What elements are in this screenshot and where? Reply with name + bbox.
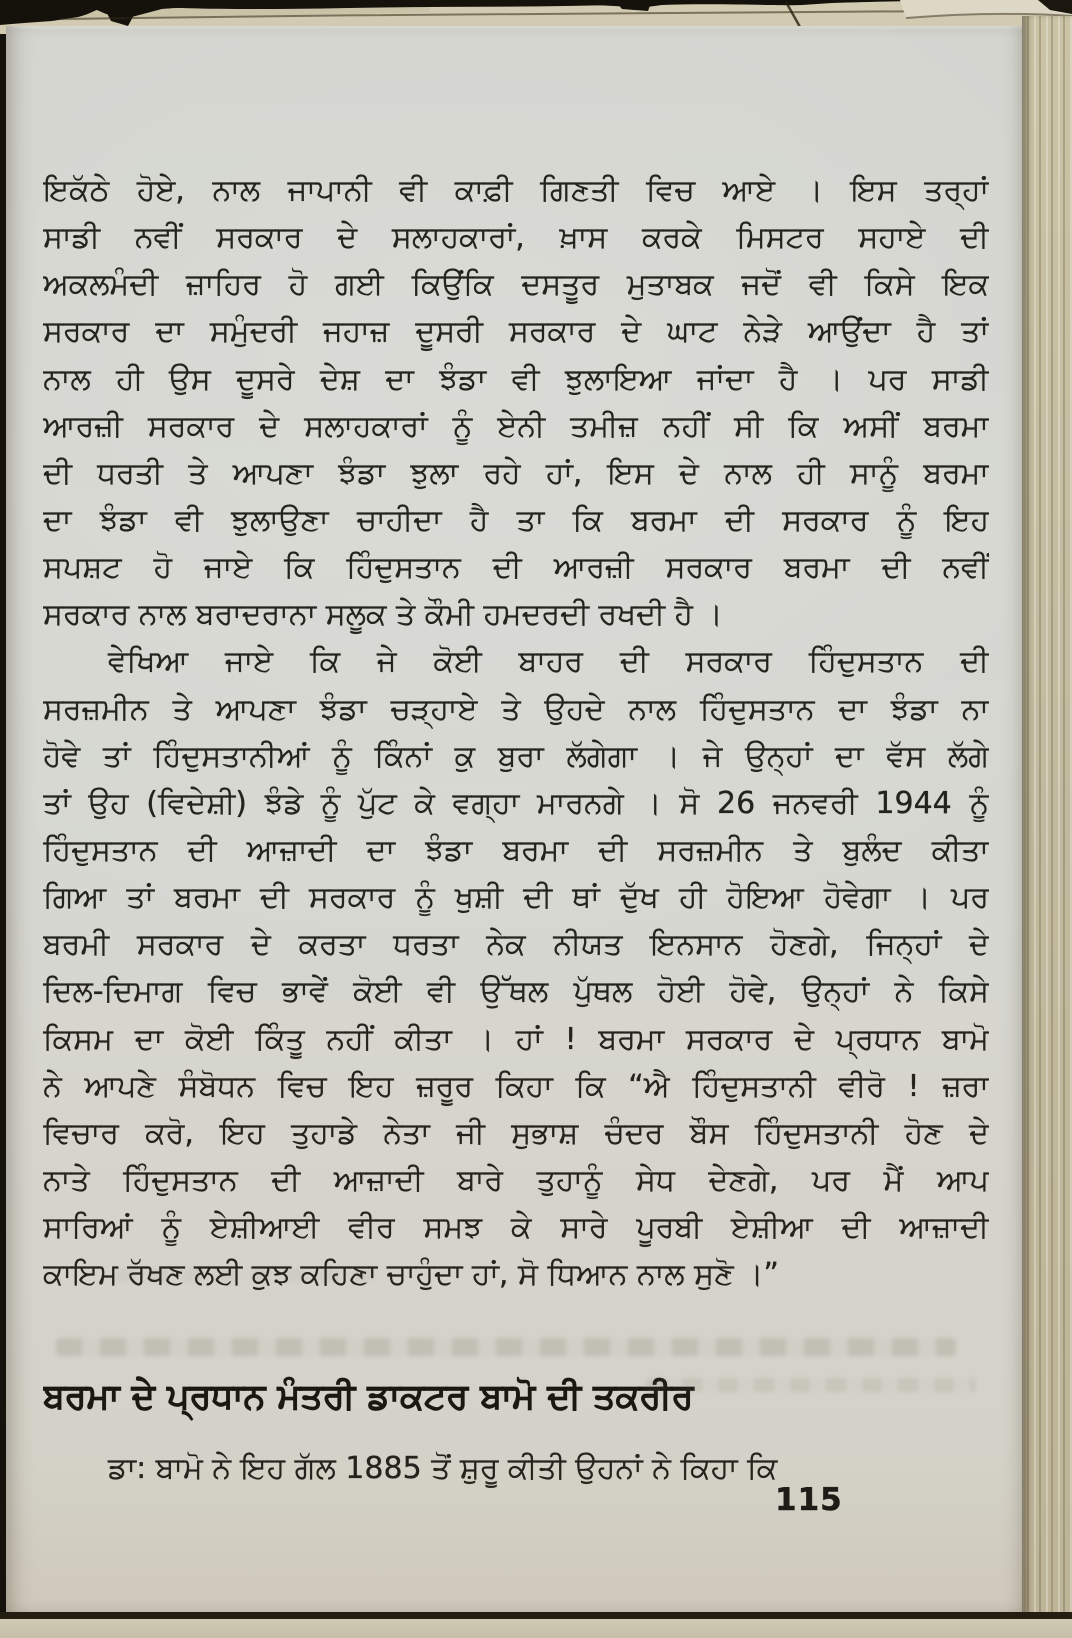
text-line: ਆਰਜ਼ੀ ਸਰਕਾਰ ਦੇ ਸਲਾਹਕਾਰਾਂ ਨੂੰ ਏਨੀ ਤਮੀਜ਼ ਨਹੀਂ ਸੀ ਕਿ ਅਸੀਂ ਬਰਮਾ xyxy=(43,408,989,444)
scan-bottom-edge xyxy=(0,1612,1072,1638)
text-line: ਵੇਖਿਆ ਜਾਏ ਕਿ ਜੇ ਕੋਈ ਬਾਹਰ ਦੀ ਸਰਕਾਰ ਹਿੰਦੁਸਤਾਨ ਦੀ xyxy=(108,644,989,680)
text-line: ਦਾ ਝੰਡਾ ਵੀ ਝੁਲਾਉਣਾ ਚਾਹੀਦਾ ਹੈ ਤਾ ਕਿ ਬਰਮਾ ਦੀ ਸਰਕਾਰ ਨੂੰ ਇਹ xyxy=(43,502,989,538)
text-line: ਤਾਂ ਉਹ (ਵਿਦੇਸ਼ੀ) ਝੰਡੇ ਨੂੰ ਪੁੱਟ ਕੇ ਵਗ੍ਹਾ ਮਾਰਨਗੇ । ਸੋ 26 ਜਨਵਰੀ 1944 ਨੂੰ xyxy=(43,785,989,821)
text-line: ਨੇ ਆਪਣੇ ਸੰਬੋਧਨ ਵਿਚ ਇਹ ਜ਼ਰੂਰ ਕਿਹਾ ਕਿ “ਐ ਹਿੰਦੁਸਤਾਨੀ ਵੀਰੋ ! ਜ਼ਰਾ xyxy=(43,1068,989,1104)
page-stack-edge xyxy=(1022,16,1072,1631)
text-line: ਸਪਸ਼ਟ ਹੋ ਜਾਏ ਕਿ ਹਿੰਦੁਸਤਾਨ ਦੀ ਆਰਜ਼ੀ ਸਰਕਾਰ ਬਰਮਾ ਦੀ ਨਵੀਂ xyxy=(43,550,989,586)
paragraph xyxy=(43,167,989,638)
paragraph xyxy=(43,1445,989,1492)
paragraph xyxy=(43,638,989,1298)
book-page xyxy=(6,26,1024,1612)
text-line: ਦੀ ਧਰਤੀ ਤੇ ਆਪਣਾ ਝੰਡਾ ਝੁਲਾ ਰਹੇ ਹਾਂ, ਇਸ ਦੇ ਨਾਲ ਹੀ ਸਾਨੂੰ ਬਰਮਾ xyxy=(43,455,989,491)
section-heading: ਬਰਮਾ ਦੇ ਪ੍ਰਧਾਨ ਮੰਤਰੀ ਡਾਕਟਰ ਬਾਮੋ ਦੀ ਤਕਰੀਰ xyxy=(43,1377,694,1418)
text-line: ਸਾਡੀ ਨਵੀਂ ਸਰਕਾਰ ਦੇ ਸਲਾਹਕਾਰਾਂ, ਖ਼ਾਸ ਕਰਕੇ ਮਿਸਟਰ ਸਹਾਏ ਦੀ xyxy=(43,220,989,256)
text-line: ਸਰਕਾਰ ਨਾਲ ਬਰਾਦਰਾਨਾ ਸਲੂਕ ਤੇ ਕੌਮੀ ਹਮਦਰਦੀ ਰਖਦੀ ਹੈ । xyxy=(43,597,723,633)
page-number: 115 xyxy=(775,1482,843,1518)
text-line: ਸਰਕਾਰ ਦਾ ਸਮੁੰਦਰੀ ਜਹਾਜ਼ ਦੂਸਰੀ ਸਰਕਾਰ ਦੇ ਘਾਟ ਨੇੜੇ ਆਉਂਦਾ ਹੈ ਤਾਂ xyxy=(43,314,989,350)
text-line: ਹਿੰਦੁਸਤਾਨ ਦੀ ਆਜ਼ਾਦੀ ਦਾ ਝੰਡਾ ਬਰਮਾ ਦੀ ਸਰਜ਼ਮੀਨ ਤੇ ਬੁਲੰਦ ਕੀਤਾ xyxy=(43,832,989,868)
text-line: ਸਾਰਿਆਂ ਨੂੰ ਏਸ਼ੀਆਈ ਵੀਰ ਸਮਝ ਕੇ ਸਾਰੇ ਪੂਰਬੀ ਏਸ਼ੀਆ ਦੀ ਆਜ਼ਾਦੀ xyxy=(43,1210,989,1246)
text-line: ਕਿਸਮ ਦਾ ਕੋਈ ਕਿੰਤੂ ਨਹੀਂ ਕੀਤਾ । ਹਾਂ ! ਬਰਮਾ ਸਰਕਾਰ ਦੇ ਪ੍ਰਧਾਨ ਬਾਮੋ xyxy=(43,1021,989,1057)
text-line: ਦਿਲ-ਦਿਮਾਗ ਵਿਚ ਭਾਵੇਂ ਕੋਈ ਵੀ ਉੱਥਲ ਪੁੱਥਲ ਹੋਈ ਹੋਵੇ, ਉਨ੍ਹਾਂ ਨੇ ਕਿਸੇ xyxy=(43,974,989,1010)
text-line: ਨਾਤੇ ਹਿੰਦੁਸਤਾਨ ਦੀ ਆਜ਼ਾਦੀ ਬਾਰੇ ਤੁਹਾਨੂੰ ਸੇਧ ਦੇਣਗੇ, ਪਰ ਮੈਂ ਆਪ xyxy=(43,1162,989,1198)
text-line: ਡਾ: ਬਾਮੋ ਨੇ ਇਹ ਗੱਲ 1885 ਤੋਂ ਸ਼ੁਰੂ ਕੀਤੀ ਉਹਨਾਂ ਨੇ ਕਿਹਾ ਕਿ xyxy=(108,1451,778,1487)
page-text-block xyxy=(43,167,989,1493)
text-line: ਵਿਚਾਰ ਕਰੋ, ਇਹ ਤੁਹਾਡੇ ਨੇਤਾ ਜੀ ਸੁਭਾਸ਼ ਚੰਦਰ ਬੌਸ ਹਿੰਦੁਸਤਾਨੀ ਹੋਣ ਦੇ xyxy=(43,1115,989,1151)
text-line: ਗਿਆ ਤਾਂ ਬਰਮਾ ਦੀ ਸਰਕਾਰ ਨੂੰ ਖੁਸ਼ੀ ਦੀ ਥਾਂ ਦੁੱਖ ਹੀ ਹੋਇਆ ਹੋਵੇਗਾ । ਪਰ xyxy=(43,880,989,916)
text-line: ਸਰਜ਼ਮੀਨ ਤੇ ਆਪਣਾ ਝੰਡਾ ਚੜ੍ਹਾਏ ਤੇ ਉਹਦੇ ਨਾਲ ਹਿੰਦੁਸਤਾਨ ਦਾ ਝੰਡਾ ਨਾ xyxy=(43,691,989,727)
text-line: ਇਕੱਠੇ ਹੋਏ, ਨਾਲ ਜਾਪਾਨੀ ਵੀ ਕਾਫ਼ੀ ਗਿਣਤੀ ਵਿਚ ਆਏ । ਇਸ ਤਰ੍ਹਾਂ xyxy=(43,173,989,208)
text-line: ਕਾਇਮ ਰੱਖਣ ਲਈ ਕੁਝ ਕਹਿਣਾ ਚਾਹੁੰਦਾ ਹਾਂ, ਸੋ ਧਿਆਨ ਨਾਲ ਸੁਣੋ ।” xyxy=(43,1257,779,1293)
text-line: ਹੋਵੇ ਤਾਂ ਹਿੰਦੁਸਤਾਨੀਆਂ ਨੂੰ ਕਿੰਨਾਂ ਕੁ ਬੁਰਾ ਲੱਗੇਗਾ । ਜੇ ਉਨ੍ਹਾਂ ਦਾ ਵੱਸ ਲੱਗੇ xyxy=(43,738,989,774)
text-line: ਨਾਲ ਹੀ ਉਸ ਦੂਸਰੇ ਦੇਸ਼ ਦਾ ਝੰਡਾ ਵੀ ਝੁਲਾਇਆ ਜਾਂਦਾ ਹੈ । ਪਰ ਸਾਡੀ xyxy=(43,361,989,397)
text-line: ਅਕਲਮੰਦੀ ਜ਼ਾਹਿਰ ਹੋ ਗਈ ਕਿਉਂਕਿ ਦਸਤੂਰ ਮੁਤਾਬਕ ਜਦੋਂ ਵੀ ਕਿਸੇ ਇਕ xyxy=(43,267,989,303)
text-line: ਬਰਮੀ ਸਰਕਾਰ ਦੇ ਕਰਤਾ ਧਰਤਾ ਨੇਕ ਨੀਯਤ ਇਨਸਾਨ ਹੋਣਗੇ, ਜਿਨ੍ਹਾਂ ਦੇ xyxy=(43,927,989,963)
